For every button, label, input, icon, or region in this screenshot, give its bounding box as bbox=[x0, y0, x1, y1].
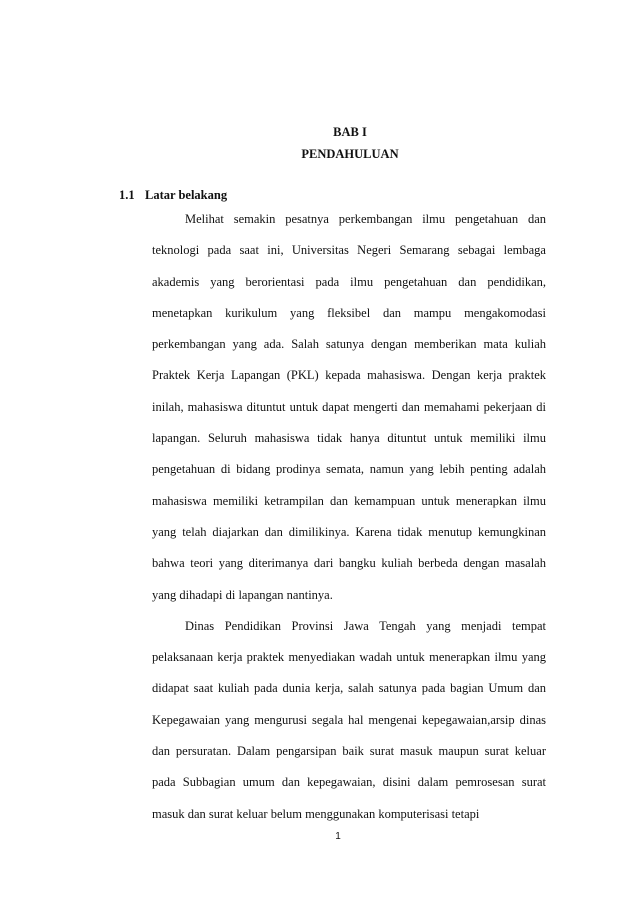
chapter-title: PENDAHULUAN bbox=[301, 147, 399, 161]
body-text bbox=[152, 204, 546, 830]
section-number: 1.1 bbox=[119, 188, 135, 202]
section-heading bbox=[119, 187, 227, 203]
paragraph-1: Melihat semakin pesatnya perkembangan ilmu pengetahuan dan teknologi pada saat ini, Universitas Negeri Semarang sebagai lembaga akademis yang berorientasi pada ilmu pengetahuan dan pendidikan, menetapkan kurikulum yang fleksibel dan mampu mengakomodasi perkembangan yang ada. Salah satunya dengan memberikan mata kuliah Praktek Kerja Lapangan (PKL) kepada mahasiswa. Dengan kerja praktek inilah, mahasiswa dituntut untuk dapat mengerti dan memahami pekerjaan di lapangan. Seluruh mahasiswa tidak hanya dituntut untuk memiliki ilmu pengetahuan di bidang prodinya semata, namun yang lebih penting adalah mahasiswa memiliki ketrampilan dan kemampuan untuk menerapkan ilmu yang telah diajarkan dan dimilikinya. Karena tidak menutup kemungkinan bahwa teori yang diterimanya dari bangku kuliah berbeda dengan masalah yang dihadapi di lapangan nantinya. bbox=[152, 212, 546, 602]
section-title: Latar belakang bbox=[145, 188, 228, 202]
page-number: 1 bbox=[335, 831, 341, 842]
chapter-number: BAB I bbox=[333, 125, 367, 139]
paragraph-2: Dinas Pendidikan Provinsi Jawa Tengah yang menjadi tempat pelaksanaan kerja praktek menyediakan wadah untuk menerapkan ilmu yang didapat saat kuliah pada dunia kerja, salah satunya pada bagian Umum dan Kepegawaian yang mengurusi segala hal mengenai kepegawaian,arsip dinas dan persuratan. Dalam pengarsipan baik surat masuk maupun surat keluar pada Subbagian umum dan kepegawaian, disini dalam pemrosesan surat masuk dan surat keluar belum menggunakan komputerisasi tetapi bbox=[152, 618, 546, 821]
